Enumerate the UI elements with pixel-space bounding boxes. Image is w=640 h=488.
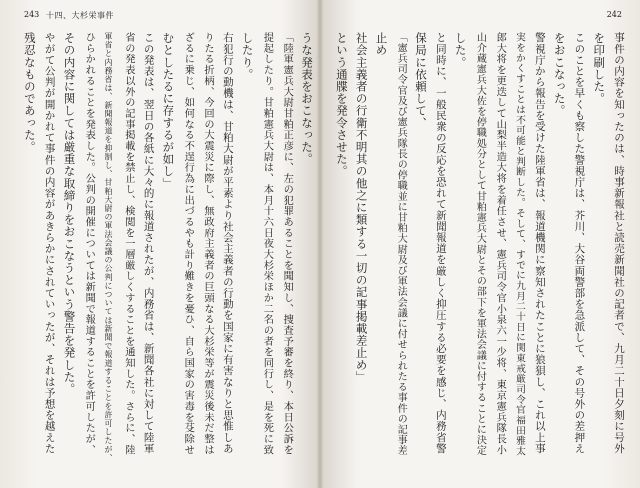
text-line: その内容に関しては厳重な取締りをおこなうという警告を発した。 <box>62 32 77 395</box>
text-line: 社会主義者の行衛不明其の他之に類する一切の記事掲載差止め」 <box>354 32 369 383</box>
text-line: 右犯行の動機は、甘粕大尉が平素より社会主義者の行動を国家に有害なりと思惟しあ <box>221 32 234 454</box>
text-line: ざるに乗じ、如何なる不逞行為に出づるやも計り難きを憂ひ、自ら国家の害毒を芟除せ <box>182 32 195 456</box>
text-line: このことを早くも察した警視庁は、芥川、大谷両警部を急派して、その号外の差押え <box>573 32 586 454</box>
text-line: 止め <box>374 32 389 57</box>
text-line: した。 <box>453 32 468 69</box>
text-line: を印刷した。 <box>592 32 607 105</box>
text-line: と同時に、一般民衆の反応を恐れて新聞報道を厳しく抑圧する必要を感じ、内務省警 <box>434 32 447 454</box>
running-head: 十四、大杉栄事件 <box>46 11 114 20</box>
text-line: をおこなった。 <box>552 32 567 117</box>
text-line: 山介蔵憲兵大佐を停職処分として甘粕憲兵大尉とその部下を軍法会議に付することに決定 <box>474 32 486 456</box>
text-line: 郎大将を更迭して山梨半造大将を着任させ、憲兵司令官小泉六一少将、東京憲兵隊長小 <box>494 32 507 456</box>
text-line <box>16 32 19 462</box>
text-line: むとしたるに存するが如し」 <box>161 32 176 190</box>
text-line <box>328 32 331 462</box>
text-line: 提起したり。甘粕憲兵大尉は、本月十六日夜大杉栄ほか二名の者を同行し、是を死に致 <box>261 32 274 456</box>
text-line: 「陸軍憲兵大尉甘粕正彦に、左の犯罪あることを聞知し、捜査予審を終り、本日公訴を <box>281 32 294 456</box>
text-line: 警視庁から報告を受けた陸軍省は、報道機関に察知されたことに狼狽し、これ以上事 <box>533 32 546 454</box>
right-page <box>320 0 640 488</box>
text-line: うな発表をおこなった。 <box>300 32 314 166</box>
text-line: 保局に依頼して、 <box>414 32 429 129</box>
text-line: 省の発表以外の記事掲載を禁止し、検閲を一層厳しくすることを通知した。さらに、陸 <box>122 32 135 456</box>
text-line: やがて公判が開かれて事件の内容があきらかにされていったが、それは予想を越えた <box>43 32 56 454</box>
text-line: 実をかくすことは不可能と判断した。そして、すでに九月二十日に関東戒厳司令官福田雅太 <box>514 32 526 457</box>
text-line: 事件の内容を知ったのは、時事新報社と読売新聞社の記者で、九月二十日夕刻に号外 <box>613 32 625 454</box>
body-text <box>328 32 628 462</box>
text-line: りたる折柄、今回の大震災に際し、無政府主義者の巨頭なる大杉栄等が震災後未だ整は <box>202 32 215 456</box>
text-line: 残忍なものであった。 <box>22 32 37 153</box>
page-number: 243 <box>24 10 40 19</box>
page-number: 242 <box>606 10 622 19</box>
text-line: したり。 <box>240 32 255 81</box>
body-text <box>16 32 316 462</box>
text-line: この発表は、翌日の各紙に大々的に報道されたが、内務省は、新聞各社に対して陸軍 <box>142 32 155 454</box>
text-line: 「憲兵司令官及び憲兵隊長の停職並に甘粕大尉及び軍法会議に付せられたる事件の記事差 <box>395 32 407 456</box>
text-line: という通牒を発令させた。 <box>334 32 349 178</box>
text-line: ひらかれることを発表した。公判の開催については新聞で報道することを許可したが、 <box>83 32 96 456</box>
text-line: 軍省と内務省は、新聞報道を抑制し、甘粕大尉の軍法会議の公判については新聞で報道することを許可したが、 <box>104 32 114 462</box>
